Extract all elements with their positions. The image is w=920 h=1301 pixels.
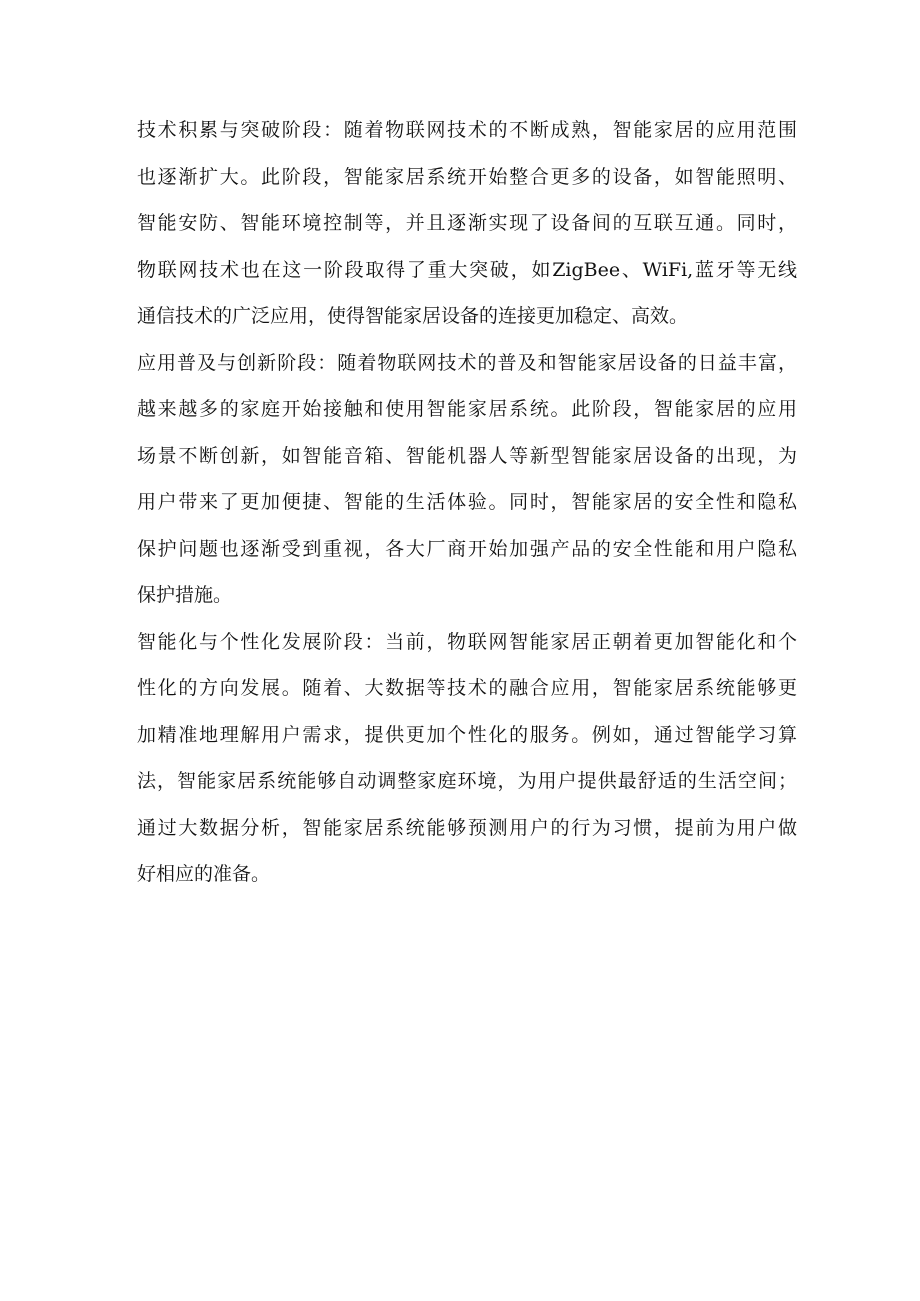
text-line: 通信技术的广泛应用，使得智能家居设备的连接更加稳定、高效。 [137,305,689,327]
paragraph-tech-accumulation [137,107,797,340]
text-line: 性化的方向发展。随着、大数据等技术的融合应用，智能家居系统能够更 [137,677,797,699]
text-line: 场景不断创新，如智能音箱、智能机器人等新型智能家居设备的出现，为 [137,444,797,467]
text-line: 物联网技术也在这一阶段取得了重大突破，如ZigBee、WiFi,蓝牙等无线 [137,258,797,281]
text-line: 通过大数据分析，智能家居系统能够预测用户的行为习惯，提前为用户做 [137,816,797,839]
text-line: 也逐渐扩大。此阶段，智能家居系统开始整合更多的设备，如智能照明、 [137,165,797,188]
text-line: 好相应的准备。 [137,863,271,885]
text-line: 智能化与个性化发展阶段：当前，物联网智能家居正朝着更加智能化和个 [137,630,797,653]
text-line: 应用普及与创新阶段：随着物联网技术的普及和智能家居设备的日益丰富， [137,351,797,374]
document-page [137,107,797,898]
paragraph-application-popularization [137,340,797,619]
paragraph-intelligent-personalized [137,619,797,898]
text-line: 用户带来了更加便捷、智能的生活体验。同时，智能家居的安全性和隐私 [137,491,797,513]
text-line: 法，智能家居系统能够自动调整家庭环境，为用户提供最舒适的生活空间； [137,770,797,792]
text-line: 保护措施。 [137,584,233,606]
text-line: 加精准地理解用户需求，提供更加个性化的服务。例如，通过智能学习算 [137,723,797,746]
text-line: 技术积累与突破阶段：随着物联网技术的不断成熟，智能家居的应用范围 [137,119,797,141]
text-line: 保护问题也逐渐受到重视，各大厂商开始加强产品的安全性能和用户隐私 [137,537,797,560]
text-line: 越来越多的家庭开始接触和使用智能家居系统。此阶段，智能家居的应用 [137,398,797,420]
text-line: 智能安防、智能环境控制等，并且逐渐实现了设备间的互联互通。同时， [137,212,797,234]
